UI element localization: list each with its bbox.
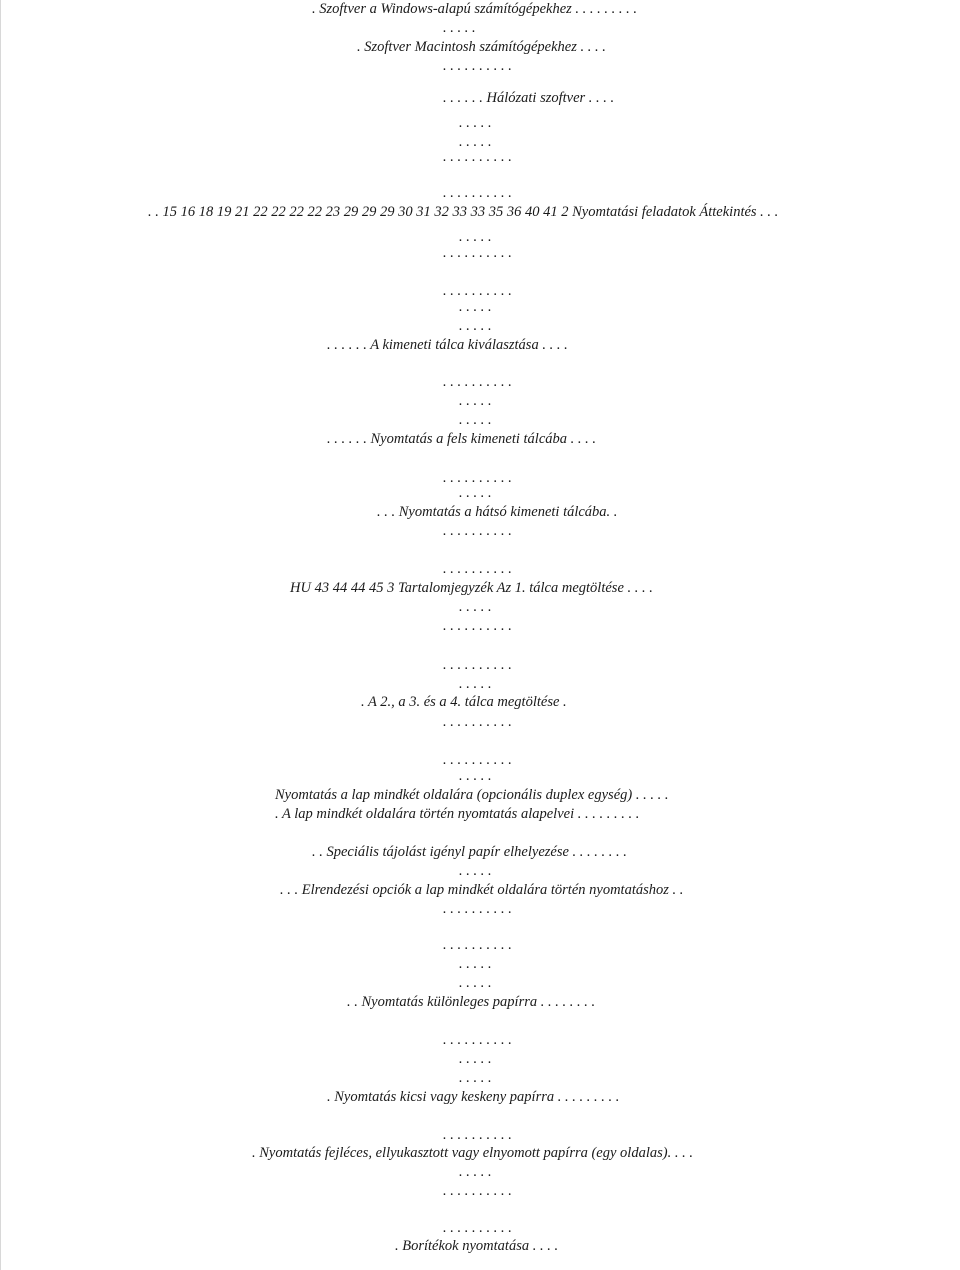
toc-entry: . . . . . . . . . . <box>443 1127 512 1143</box>
toc-entry: . . . . . . . . . . <box>443 374 512 390</box>
toc-entry: . . . . . <box>459 676 492 692</box>
toc-entry: Nyomtatás a lap mindkét oldalára (opcionális duplex egység) . . . . . <box>275 787 669 803</box>
toc-entry: . . . . . . Hálózati szoftver . . . . <box>443 90 615 106</box>
toc-entry: . . . . . <box>459 393 492 409</box>
toc-entry: . . . . . <box>459 768 492 784</box>
toc-entry: . . . . . <box>443 20 476 36</box>
toc-entry: . . . . . <box>459 599 492 615</box>
toc-entry: . . . Nyomtatás a hátsó kimeneti tálcába. . <box>377 504 618 520</box>
toc-entry: . . . . . . . . . . <box>443 901 512 917</box>
toc-entry: . . . . . . Nyomtatás a fels kimeneti tálcába . . . . <box>327 431 597 447</box>
toc-entry: . . . . . . . . . . <box>443 283 512 299</box>
toc-entry: . A 2., a 3. és a 4. tálca megtöltése . <box>361 694 567 710</box>
toc-entry: . . . . . . . . . . <box>443 58 512 74</box>
toc-entry: . . . . . . . . . . <box>443 470 512 486</box>
toc-entry: . . . Elrendezési opciók a lap mindkét oldalára történ nyomtatáshoz . . <box>280 882 684 898</box>
toc-entry: . . . . . <box>459 863 492 879</box>
toc-entry: . . . . . . . . . . <box>443 1183 512 1199</box>
toc-entry: HU 43 44 44 45 3 Tartalomjegyzék Az 1. tálca megtöltése . . . . <box>290 580 653 596</box>
toc-entry: . . . . . . . . . . <box>443 245 512 261</box>
toc-entry: . . . . . <box>459 318 492 334</box>
toc-entry: . . . . . . A kimeneti tálca kiválasztása . . . . <box>327 337 568 353</box>
toc-entry: . . . . . . . . . . <box>443 714 512 730</box>
toc-entry: . Borítékok nyomtatása . . . . <box>395 1238 559 1254</box>
toc-entry: . . . . . <box>459 975 492 991</box>
toc-entry: . . Speciális tájolást igényl papír elhelyezése . . . . . . . . <box>312 844 627 860</box>
toc-entry: . . . . . . . . . . <box>443 523 512 539</box>
toc-entry: . Szoftver a Windows-alapú számítógépekhez . . . . . . . . . <box>312 1 638 17</box>
toc-entry: . . . . . <box>459 134 492 150</box>
toc-entry: . . . . . . . . . . <box>443 561 512 577</box>
toc-entry: . Nyomtatás fejléces, ellyukasztott vagy elnyomott papírra (egy oldalas). . . . <box>252 1145 693 1161</box>
toc-entry: . . . . . . . . . . <box>443 1032 512 1048</box>
toc-entry: . . . . . . . . . . <box>443 185 512 201</box>
toc-entry: . . . . . . . . . . <box>443 149 512 165</box>
toc-entry: . . . . . <box>459 1051 492 1067</box>
toc-entry: . . . . . <box>459 229 492 245</box>
page-left-edge <box>0 0 1 1270</box>
toc-entry: . . . . . <box>459 956 492 972</box>
toc-entry: . . 15 16 18 19 21 22 22 22 22 23 29 29 29 30 31 32 33 33 35 36 40 41 2 Nyomtatási feladatok Áttekintés . . . <box>148 204 779 220</box>
toc-entry: . . . . . <box>459 1070 492 1086</box>
toc-entry: . . . . . . . . . . <box>443 752 512 768</box>
toc-entry: . Szoftver Macintosh számítógépekhez . . . . <box>357 39 606 55</box>
toc-entry: . . . . . <box>459 115 492 131</box>
toc-entry: . Nyomtatás kicsi vagy keskeny papírra . . . . . . . . . <box>327 1089 620 1105</box>
toc-entry: . . . . . . . . . . <box>443 1220 512 1236</box>
toc-entry: . . . . . <box>459 1164 492 1180</box>
toc-entry: . A lap mindkét oldalára történ nyomtatás alapelvei . . . . . . . . . <box>275 806 640 822</box>
toc-entry: . . . . . . . . . . <box>443 618 512 634</box>
toc-entry: . . . . . . . . . . <box>443 937 512 953</box>
toc-entry: . . Nyomtatás különleges papírra . . . . . . . . <box>347 994 596 1010</box>
toc-entry: . . . . . . . . . . <box>443 657 512 673</box>
toc-entry: . . . . . <box>459 412 492 428</box>
toc-entry: . . . . . <box>459 485 492 501</box>
toc-entry: . . . . . <box>459 299 492 315</box>
